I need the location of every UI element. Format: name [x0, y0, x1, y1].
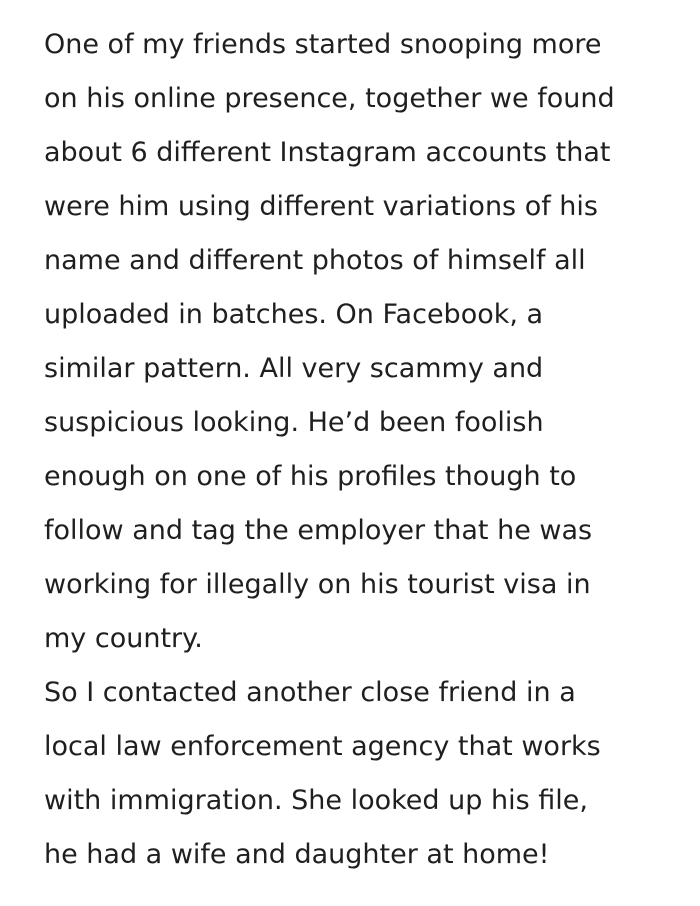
text-line: local law enforcement agency that works [44, 731, 601, 762]
text-line: on his online presence, together we found [44, 83, 615, 114]
text-line: enough on one of his profiles though to [44, 461, 577, 492]
story-text [44, 18, 684, 882]
text-line: follow and tag the employer that he was [44, 515, 593, 546]
text-line: about 6 different Instagram accounts that [44, 137, 611, 168]
text-line: were him using different variations of his [44, 191, 598, 222]
text-line: with immigration. She looked up his file, [44, 785, 588, 816]
paragraph-2 [44, 666, 684, 882]
text-line: my country. [44, 623, 203, 654]
text-line: he had a wife and daughter at home! [44, 839, 550, 870]
text-line: similar pattern. All very scammy and [44, 353, 544, 384]
text-line: uploaded in batches. On Facebook, a [44, 299, 544, 330]
text-line: So I contacted another close friend in a [44, 677, 576, 708]
text-line: One of my friends started snooping more [44, 29, 602, 60]
paragraph-1 [44, 18, 684, 666]
text-line: name and different photos of himself all [44, 245, 586, 276]
text-line: working for illegally on his tourist visa in [44, 569, 591, 600]
text-line: suspicious looking. He’d been foolish [44, 407, 544, 438]
